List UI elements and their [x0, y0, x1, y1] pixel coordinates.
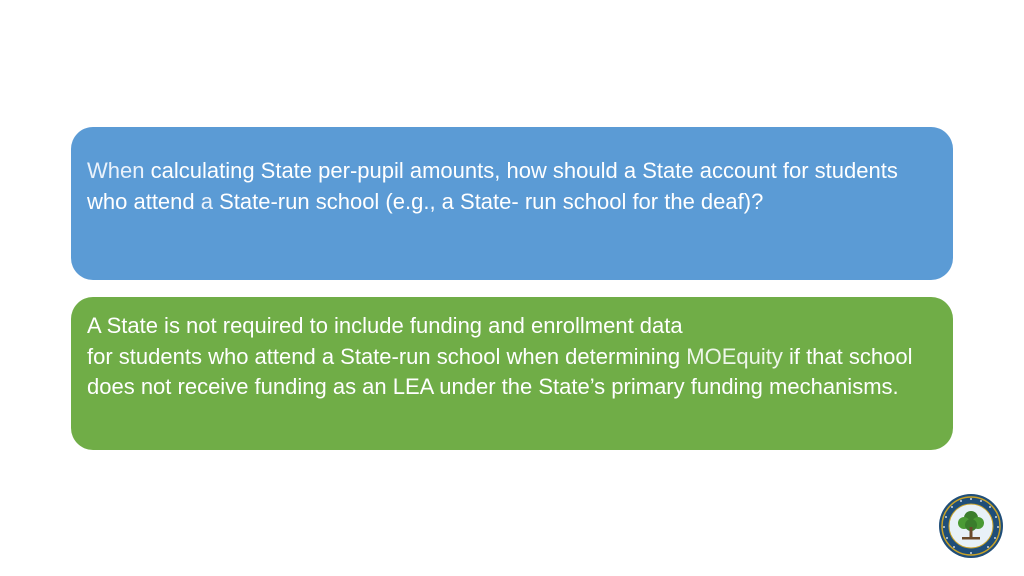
answer-text-moequity: MOEquity — [686, 343, 783, 369]
question-text — [87, 156, 941, 217]
question-text-part3: a — [200, 188, 213, 214]
question-text-part1: When — [87, 158, 145, 183]
answer-text-line1: A State is not required to include funding and enrollment data — [87, 313, 683, 338]
question-text-part4: State-run school (e.g., a State- run school for the deaf)? — [213, 188, 764, 214]
answer-text-part2a: for students who attend a State-run school when determining — [87, 343, 687, 369]
department-of-education-seal-icon — [938, 493, 1004, 559]
answer-text — [87, 311, 941, 403]
question-box — [71, 127, 953, 280]
answer-box — [71, 297, 953, 450]
answer-text-part2c: if that school does not receive funding as an LEA under the State’s primary funding mechanisms. — [87, 343, 913, 399]
question-text-part2: calculating State per-pupil amounts, how should a State account for students who attend — [87, 158, 898, 214]
